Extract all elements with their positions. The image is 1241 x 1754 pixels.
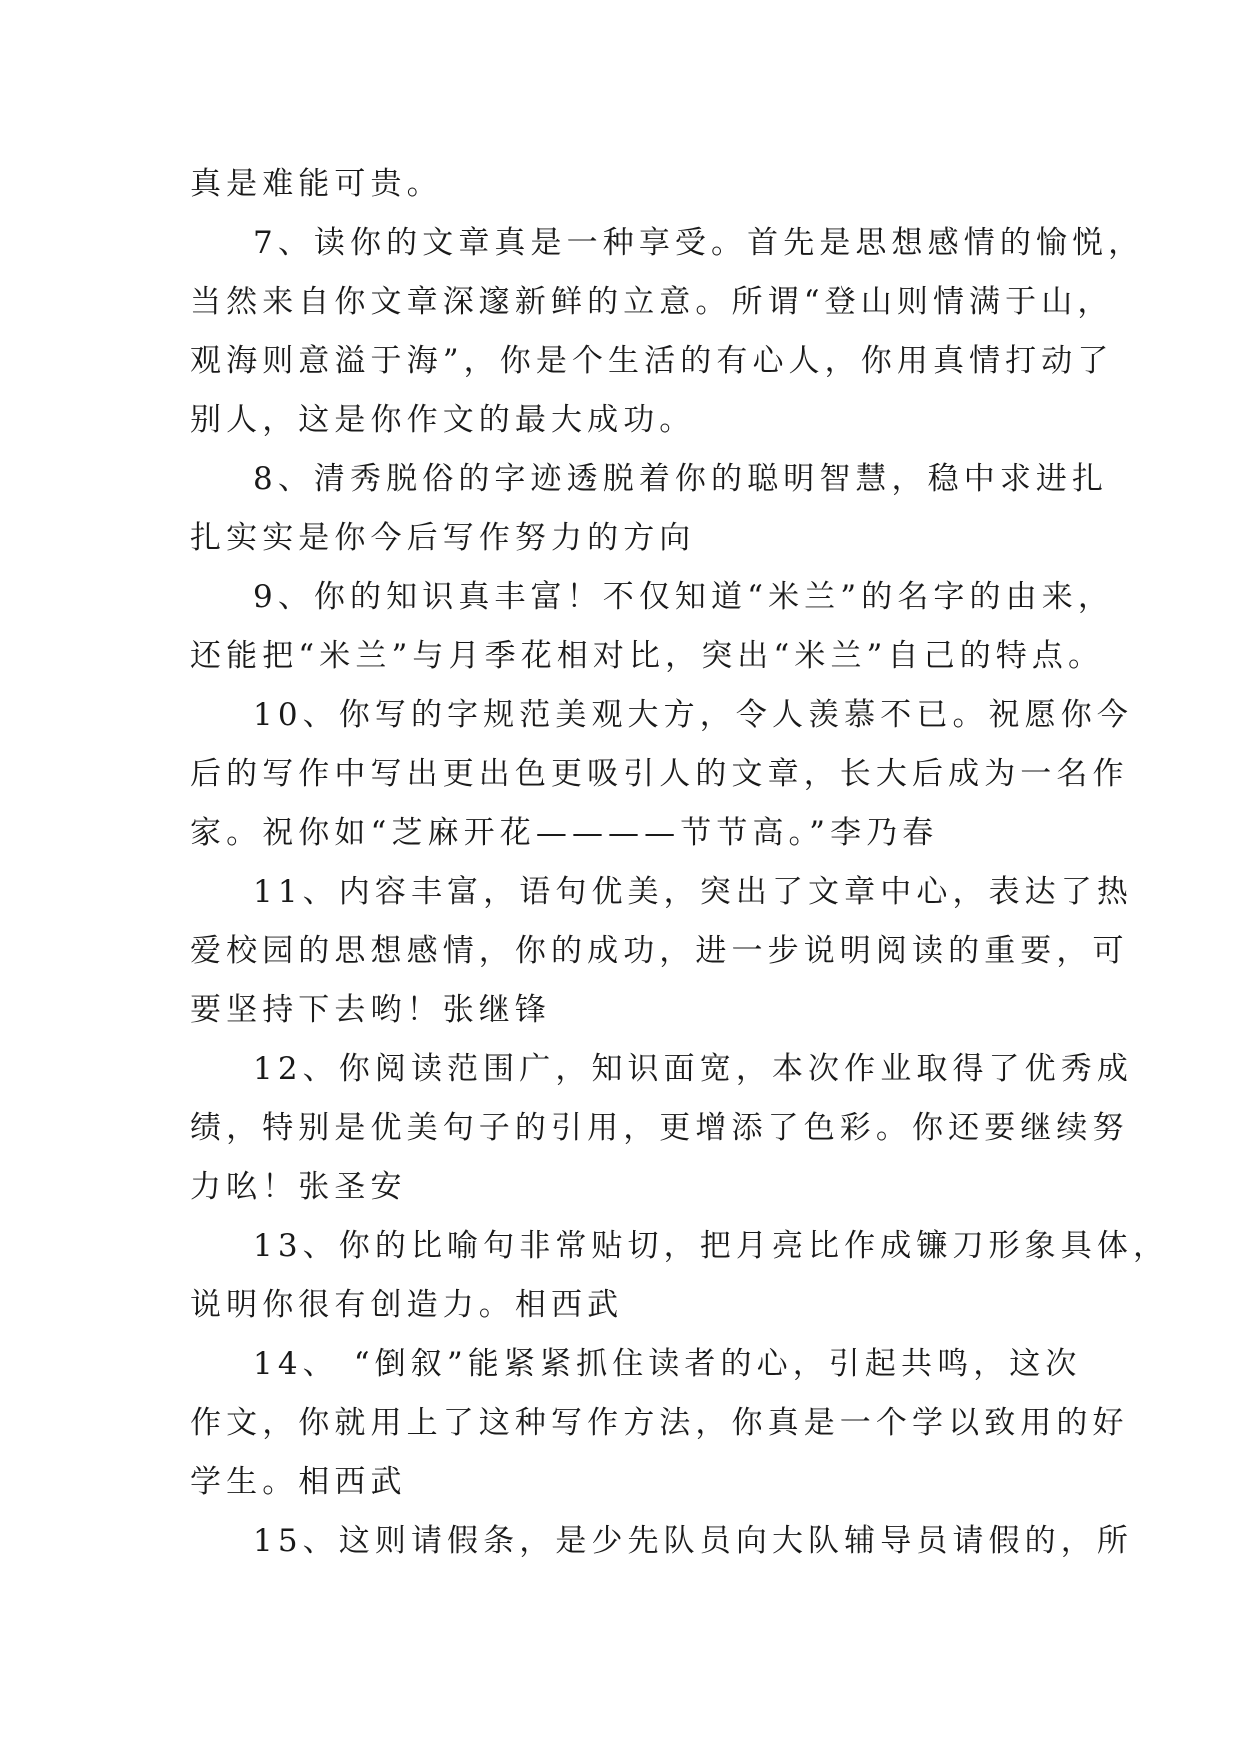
text-line: 要坚持下去哟！张继锋 — [190, 992, 551, 1028]
text-line: 15、这则请假条，是少先队员向大队辅导员请假的，所 — [253, 1523, 1133, 1559]
text-line: 真是难能可贵。 — [190, 166, 443, 202]
text-line: 14、 “倒叙”能紧紧抓住读者的心，引起共鸣，这次 — [253, 1346, 1082, 1382]
text-line: 8、清秀脱俗的字迹透脱着你的聪明智慧，稳中求进扎 — [253, 461, 1109, 497]
text-line: 作文，你就用上了这种写作方法，你真是一个学以致用的好 — [190, 1405, 1129, 1441]
text-line: 10、你写的字规范美观大方，令人羡慕不已。祝愿你今 — [253, 697, 1133, 733]
text-line: 绩，特别是优美句子的引用，更增添了色彩。你还要继续努 — [190, 1110, 1129, 1146]
text-line: 别人，这是你作文的最大成功。 — [190, 402, 696, 438]
text-line: 13、你的比喻句非常贴切，把月亮比作成镰刀形象具体， — [253, 1228, 1170, 1264]
text-line: 9、你的知识真丰富！不仅知道“米兰”的名字的由来， — [253, 579, 1114, 615]
text-line: 扎实实是你今后写作努力的方向 — [190, 520, 696, 556]
text-line: 学生。相西武 — [190, 1464, 407, 1500]
text-line: 力吆！张圣安 — [190, 1169, 407, 1205]
text-line: 还能把“米兰”与月季花相对比，突出“米兰”自己的特点。 — [190, 638, 1105, 674]
text-line: 当然来自你文章深邃新鲜的立意。所谓“登山则情满于山， — [190, 284, 1114, 320]
text-line: 观海则意溢于海”，你是个生活的有心人，你用真情打动了 — [190, 343, 1114, 379]
text-line: 说明你很有创造力。相西武 — [190, 1287, 624, 1323]
text-line: 11、内容丰富，语句优美，突出了文章中心，表达了热 — [253, 874, 1133, 910]
text-line: 12、你阅读范围广，知识面宽，本次作业取得了优秀成 — [253, 1051, 1133, 1087]
text-line: 7、读你的文章真是一种享受。首先是思想感情的愉悦， — [253, 225, 1145, 261]
text-line: 爱校园的思想感情，你的成功，进一步说明阅读的重要，可 — [190, 933, 1129, 969]
text-line: 家。祝你如“芝麻开花————节节高。”李乃春 — [190, 815, 939, 851]
text-line: 后的写作中写出更出色更吸引人的文章，长大后成为一名作 — [190, 756, 1129, 792]
